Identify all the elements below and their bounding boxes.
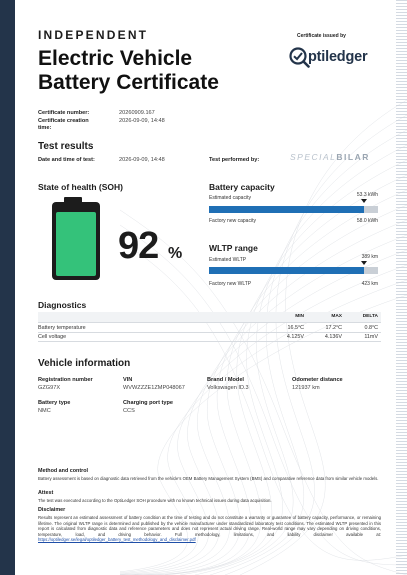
issuer-logo-text: ptiledger — [308, 49, 368, 65]
estimated-capacity-value: 53.3 kWh — [356, 192, 378, 198]
brand-model-value: Volkswagen ID.3 — [207, 385, 249, 391]
wltp-bar-fill — [209, 267, 364, 274]
soh-unit: % — [168, 245, 183, 262]
estimated-wltp-value: 389 km — [361, 254, 378, 260]
attest-text: The test was executed according to the OptiLedger SOH procedure with no known technical issues during data acquisition. — [38, 498, 272, 503]
soh-heading: State of health (SOH) — [38, 182, 124, 192]
registration-value: GZG97X — [38, 385, 61, 391]
wltp-heading: WLTP range — [209, 243, 258, 253]
vin-label: VIN — [123, 377, 133, 383]
diagnostics-divider — [38, 341, 381, 342]
diagnostics-row-max: 4.136V — [324, 334, 342, 340]
performer-logo — [290, 152, 370, 162]
diagnostics-col-delta: DELTA — [362, 314, 378, 319]
diagnostics-divider — [38, 332, 381, 333]
title-line-2: Battery Certificate — [38, 71, 219, 94]
issuer-logo — [288, 46, 380, 68]
certificate-number-label: Certificate number: — [38, 110, 90, 116]
certificate-eyebrow: INDEPENDENT — [38, 28, 149, 42]
wltp-bar-track — [209, 267, 378, 274]
performer-logo-bold: BILAR — [336, 152, 370, 162]
issued-by-label: Certificate issued by — [297, 33, 346, 39]
triangle-marker-icon — [361, 199, 367, 203]
diagnostics-row-name: Cell voltage — [38, 334, 67, 340]
diagnostics-heading: Diagnostics — [38, 300, 87, 310]
test-performed-label: Test performed by: — [209, 157, 260, 163]
charging-port-value: CCS — [123, 408, 135, 414]
test-results-heading: Test results — [38, 141, 94, 152]
disclaimer-text: Results represent an estimated assessment of battery condition at the time of testing and do not constitute a warranty or guarantee of battery capacity, performance, or remaining lifetime. The original WLTP range is determined and published by the vehicle manufacturer under standardized laboratory test conditions. The estimated WLTP presented in this report is calculated from diagnostic data and reference parameters and does not represent actual driving range. Real-world range may vary depending on driving conditions, temperature, load, and driving behavior. Full methodology, limitations, and liability disclaimer available at: — [38, 515, 381, 537]
factory-capacity-value: 58.0 kWh — [356, 218, 378, 224]
battery-fill-level — [56, 212, 96, 276]
diagnostics-row-max: 17.2°C — [325, 325, 342, 331]
diagnostics-divider — [38, 322, 381, 323]
brand-model-label: Brand / Model — [207, 377, 244, 383]
capacity-bar-fill — [209, 206, 364, 213]
certificate-title — [38, 47, 278, 95]
diagnostics-col-min: MIN — [295, 314, 304, 319]
certificate-number-value: 20260909.167 — [119, 110, 155, 116]
diagnostics-row-delta: 0.8°C — [364, 325, 378, 331]
method-text: Battery assessment is based on diagnostic data retrieved from the vehicle's OEM Battery Management System (BMS) and comparative reference data from similar vehicle models. — [38, 476, 379, 481]
title-line-1: Electric Vehicle — [38, 47, 193, 70]
disclaimer-link[interactable]: https://optiledger.se/legal/optiledger_battery_test_methodology_and_disclaimer.pdf — [38, 537, 196, 543]
vehicle-info-heading: Vehicle information — [38, 358, 131, 369]
diagnostics-row-name: Battery temperature — [38, 325, 86, 331]
registration-label: Registration number — [38, 377, 93, 383]
diagnostics-row-delta: 11mV — [364, 334, 378, 340]
certificate-creation-value: 2026-09-09, 14:48 — [119, 118, 165, 124]
factory-wltp-label: Factory new WLTP — [209, 281, 252, 287]
disclaimer-heading: Disclaimer — [38, 507, 66, 513]
performer-logo-light: SPECIAL — [290, 152, 337, 162]
right-pattern-stripe — [396, 0, 407, 575]
battery-capacity-heading: Battery capacity — [209, 182, 275, 192]
battery-type-value: NMC — [38, 408, 51, 414]
creation-label-line-1: Certificate creation — [38, 118, 89, 124]
magnifier-check-icon — [288, 46, 310, 68]
factory-wltp-value: 423 km — [361, 281, 378, 287]
disclaimer-body — [38, 515, 381, 543]
diagnostics-row-min: 16.5°C — [287, 325, 304, 331]
test-date-value: 2026-09-09, 14:48 — [119, 157, 165, 163]
triangle-marker-icon — [361, 261, 367, 265]
odometer-value: 121937 km — [292, 385, 320, 391]
factory-capacity-label: Factory new capacity — [209, 218, 256, 224]
odometer-label: Odometer distance — [292, 377, 343, 383]
vin-value: WVWZZZE1ZMP048067 — [123, 385, 185, 391]
test-date-label: Date and time of test: — [38, 157, 95, 163]
diagnostics-row-min: 4.125V — [286, 334, 304, 340]
capacity-bar-track — [209, 206, 378, 213]
certificate-creation-label — [38, 118, 89, 132]
estimated-capacity-label: Estimated capacity — [209, 195, 251, 201]
soh-value: 92 — [118, 225, 159, 267]
charging-port-label: Charging port type — [123, 400, 174, 406]
diagnostics-col-max: MAX — [331, 314, 342, 319]
attest-heading: Attest — [38, 490, 54, 496]
creation-label-line-2: time: — [38, 124, 52, 131]
battery-type-label: Battery type — [38, 400, 71, 406]
method-heading: Method and control — [38, 468, 89, 474]
left-navy-stripe — [0, 0, 15, 575]
estimated-wltp-label: Estimated WLTP — [209, 257, 247, 263]
